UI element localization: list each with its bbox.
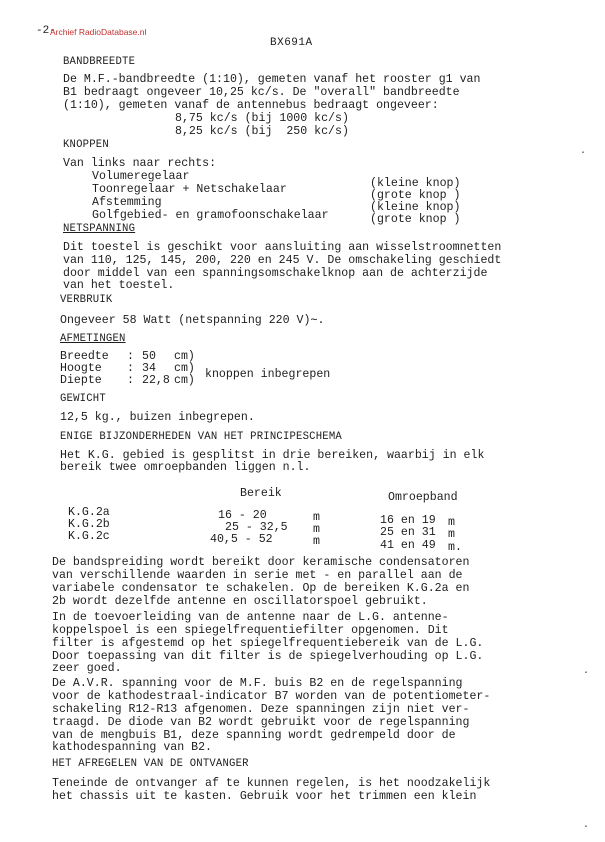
text-line: B1 bedraagt ongeveer 10,25 kc/s. De "overall" bandbreedte xyxy=(63,86,460,99)
margin-mark: · xyxy=(583,822,590,833)
text-line: voor de kathodestraal-indicator B7 worden van de potentiometer- xyxy=(52,690,491,703)
text-line: bereik twee omroepbanden liggen n.l. xyxy=(60,461,311,474)
text-line: 8,25 kc/s (bij 250 kc/s) xyxy=(175,125,349,138)
table-row-band: 25 en 31 xyxy=(380,526,436,539)
table-row-name: K.G.2b xyxy=(68,518,110,531)
model-number: BX691A xyxy=(270,37,313,49)
table-row-band: 41 en 49 xyxy=(380,539,436,552)
page-number: -2- xyxy=(36,25,56,37)
text-line: van het toestel. xyxy=(63,279,175,292)
table-row-unit: m xyxy=(313,523,320,536)
dimension-label: Diepte xyxy=(60,374,102,387)
dimension-unit: cm) xyxy=(174,350,195,363)
text-line: 8,75 kc/s (bij 1000 kc/s) xyxy=(175,112,349,125)
dimension-unit: cm) xyxy=(174,362,195,375)
text-line: het chassis uit te kasten. Gebruik voor het trimmen een klein xyxy=(52,790,477,803)
heading-afregelen: HET AFREGELEN VAN DE ONTVANGER xyxy=(52,758,249,770)
table-row-name: K.G.2c xyxy=(68,530,110,543)
heading-afmetingen: AFMETINGEN xyxy=(60,333,126,345)
text-line: (1:10), gemeten vanaf de antennebus bedraagt ongeveer: xyxy=(63,99,439,112)
text-line: filter is afgestemd op het spiegelfrequentiebereik van de L.G. xyxy=(52,637,484,650)
table-row-unit: m xyxy=(448,528,455,541)
table-header-omroepband: Omroepband xyxy=(388,491,458,504)
knob-name: Volumeregelaar xyxy=(92,170,190,183)
text-line: van 110, 125, 145, 200, 220 en 245 V. De omschakeling geschiedt xyxy=(63,254,502,267)
margin-mark: · xyxy=(580,148,587,159)
knob-size: (grote knop ) xyxy=(370,213,461,226)
text-line: De A.V.R. spanning voor de M.F. buis B2 en de regelspanning xyxy=(52,677,463,690)
text-line: van de mengbuis B1, deze spanning wordt gedrempeld door de xyxy=(52,729,456,742)
text-line: van verschillende waarden in serie met - en parallel aan de xyxy=(52,569,463,582)
text-line: 12,5 kg., buizen inbegrepen. xyxy=(60,411,255,424)
text-line: Ongeveer 58 Watt (netspanning 220 V)∼. xyxy=(60,314,325,327)
dimension-sep: : xyxy=(127,362,134,375)
dimension-sep: : xyxy=(127,374,134,387)
knob-size: (grote knop ) xyxy=(370,189,461,202)
text-line: koppelspoel is een spiegelfrequentiefilter opgenomen. Dit xyxy=(52,624,449,637)
dimension-label: Hoogte xyxy=(60,362,102,375)
dimension-value: 50 xyxy=(142,350,156,363)
text-line: De bandspreiding wordt bereikt door keramische condensatoren xyxy=(52,556,470,569)
table-row-name: K.G.2a xyxy=(68,506,110,519)
table-row-unit: m xyxy=(313,535,320,548)
table-row-band: 16 en 19 xyxy=(380,514,436,527)
dimension-note: knoppen inbegrepen xyxy=(205,368,331,381)
knob-name: Afstemming xyxy=(92,196,162,209)
dimension-unit: cm) xyxy=(174,374,195,387)
text-line: Teneinde de ontvanger af te kunnen regelen, is het noodzakelijk xyxy=(52,777,491,790)
text-line: variabele condensator te schakelen. Op de bereiken K.G.2a en xyxy=(52,582,470,595)
heading-verbruik: VERBRUIK xyxy=(60,294,113,306)
text-line: traagd. De diode van B2 wordt gebruikt voor de regelspanning xyxy=(52,716,470,729)
heading-netspanning: NETSPANNING xyxy=(63,223,136,235)
dimension-value: 22,8 xyxy=(142,374,170,387)
knob-size: (kleine knop) xyxy=(370,201,461,214)
watermark: Archief RadioDatabase.nl xyxy=(50,27,147,37)
text-line: In de toevoerleiding van de antenne naar de L.G. antenne- xyxy=(52,611,449,624)
text-line: De M.F.-bandbreedte (1:10), gemeten vanaf het rooster g1 van xyxy=(63,73,481,86)
text-line: Het K.G. gebied is gesplitst in drie bereiken, waarbij in elk xyxy=(60,449,485,462)
table-row-unit: m xyxy=(448,516,455,529)
table-row-bereik: 40,5 - 52 xyxy=(210,533,273,546)
knob-name: Toonregelaar + Netschakelaar xyxy=(92,183,287,196)
table-row-unit: m xyxy=(313,511,320,524)
knob-size: (kleine knop) xyxy=(370,177,461,190)
dimension-sep: : xyxy=(127,350,134,363)
text-line: Dit toestel is geschikt voor aansluiting aan wisselstroomnetten xyxy=(63,241,502,254)
heading-gewicht: GEWICHT xyxy=(60,393,106,405)
text-line: 2b wordt dezelfde antenne en oscillatorspoel gebruikt. xyxy=(52,595,428,608)
heading-knoppen: KNOPPEN xyxy=(63,139,109,151)
text-line: Van links naar rechts: xyxy=(63,157,217,170)
heading-bandbreedte: BANDBREEDTE xyxy=(63,56,136,68)
table-row-bereik: 16 - 20 xyxy=(218,509,267,522)
text-line: kathodespanning van B2. xyxy=(52,741,213,754)
text-line: Door toepassing van dit filter is de spiegelverhouding op L.G. xyxy=(52,650,484,663)
table-row-unit: m. xyxy=(448,541,462,554)
knob-name: Golfgebied- en gramofoonschakelaar xyxy=(92,209,329,222)
dimension-value: 34 xyxy=(142,362,156,375)
margin-mark: · xyxy=(583,668,590,679)
heading-principeschema: ENIGE BIJZONDERHEDEN VAN HET PRINCIPESCHEMA xyxy=(60,431,342,443)
dimension-label: Breedte xyxy=(60,350,109,363)
text-line: door middel van een spanningsomschakelknop aan de achterzijde xyxy=(63,267,488,280)
text-line: zeer goed. xyxy=(52,662,122,675)
table-header-bereik: Bereik xyxy=(240,487,282,500)
text-line: schakeling R12-R13 afgenomen. Deze spanningen zijn niet ver- xyxy=(52,703,470,716)
table-row-bereik: 25 - 32,5 xyxy=(225,521,288,534)
